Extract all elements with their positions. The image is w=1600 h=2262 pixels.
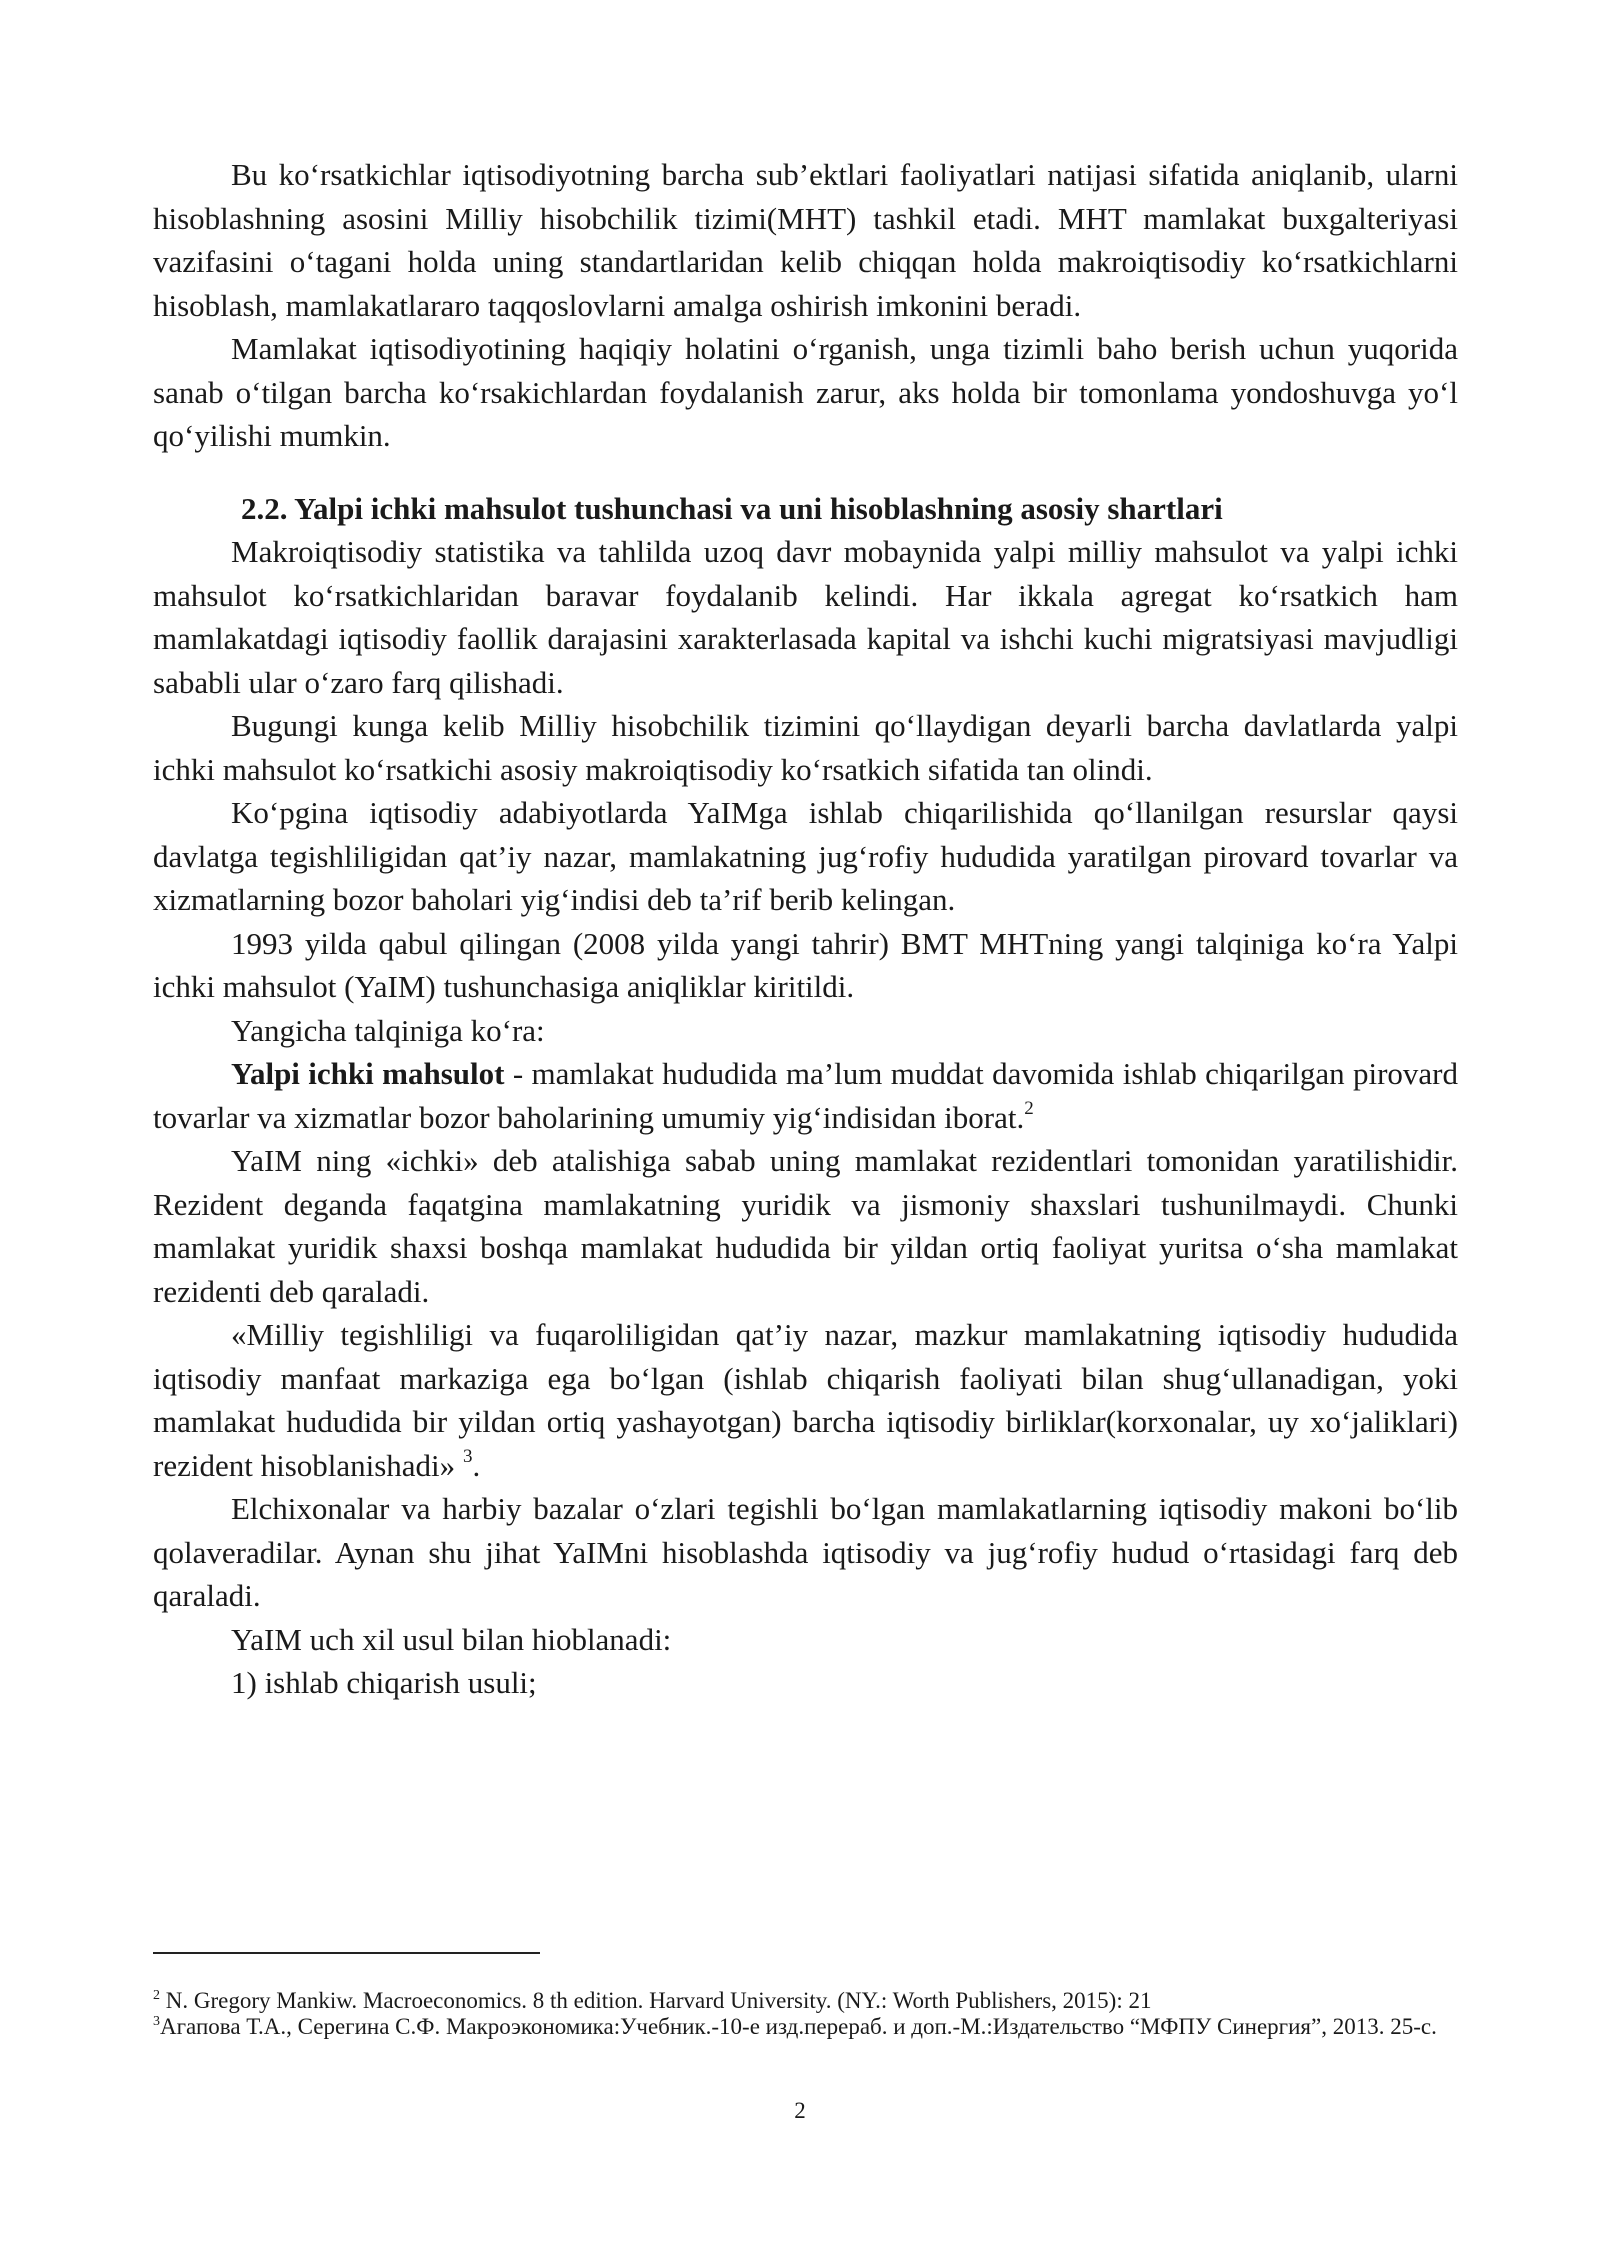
quote-text: «Milliy tegishliligi va fuqaroliligidan qat’iy nazar, mazkur mamlakatning iqtisodiy hududida iqtisodiy manfaat markaziga ega bo‘lgan (ishlab chiqarish faoliyati bilan shug‘ullanadigan, yoki mamlakat hududida bir yildan ortiq yashayotgan) barcha iqtisodiy birliklar(korxonalar, uy xo‘jaliklari) rezident hisoblanishadi» [153, 1317, 1458, 1483]
paragraph: YaIM ning «ichki» deb atalishiga sabab uning mamlakat rezidentlari tomonidan yaratilishidir. Rezident deganda faqatgina mamlakatning yuridik va jismoniy shaxslari tushunilmaydi. Chunki mamlakat yuridik shaxsi boshqa mamlakat hududida bir yildan ortiq faoliyat yuritsa o‘sha mamlakat rezidenti deb qaraladi. [153, 1143, 1458, 1309]
paragraph: Bugungi kunga kelib Milliy hisobchilik tizimini qo‘llaydigan deyarli barcha davlatlarda yalpi ichki mahsulot ko‘rsatkichi asosiy makroiqtisodiy ko‘rsatkich sifatida tan olindi. [153, 708, 1458, 787]
footnote-text: Агапова Т.А., Серегина С.Ф. Макроэкономика:Учебник.-10-е изд.перераб. и доп.-М.:Издательство “МФПУ Синергия”, 2013. 25-с. [160, 2014, 1437, 2039]
footnote [153, 2014, 1458, 2040]
footnotes [153, 1988, 1458, 2040]
definition-text: - mamlakat hududida ma’lum muddat davomida ishlab chiqarilgan pirovard tovarlar va xizmatlar bozor baholarining umumiy yig‘indisidan iborat. [153, 1056, 1458, 1135]
defined-term: Yalpi ichki mahsulot [231, 1056, 505, 1091]
paragraph: Bu ko‘rsatkichlar iqtisodiyotning barcha sub’ektlari faoliyatlari natijasi sifatida aniqlanib, ularni hisoblashning asosini Milliy hisobchilik tizimi(MHT) tashkil etadi. MHT mamlakat buxgalteriyasi vazifasini o‘tagani holda uning standartlaridan kelib chiqqan holda makroiqtisodiy ko‘rsatkichlarni hisoblash, mamlakatlararo taqqoslovlarni amalga oshirish imkonini beradi. [153, 157, 1458, 323]
paragraph: Makroiqtisodiy statistika va tahlilda uzoq davr mobaynida yalpi milliy mahsulot va yalpi ichki mahsulot ko‘rsatkichlaridan baravar foydalanib kelindi. Har ikkala agregat ko‘rsatkich ham mamlakatdagi iqtisodiy faollik darajasini xarakterlasada kapital va ishchi kuchi migratsiyasi mavjudligi sababli ular o‘zaro farq qilishadi. [153, 534, 1458, 700]
footnote-ref: 2 [1024, 1097, 1034, 1119]
body-text [153, 153, 1458, 1705]
footnote [153, 1988, 1458, 2014]
footnote-separator [153, 1952, 540, 1954]
page-number: 2 [794, 2098, 806, 2123]
footnote-text: N. Gregory Mankiw. Macroeconomics. 8 th edition. Harvard University. (NY.: Worth Publishers, 2015): 21 [160, 1988, 1152, 2013]
list-item: 1) ishlab chiqarish usuli; [231, 1665, 537, 1700]
footnote-ref: 3 [462, 1445, 473, 1467]
paragraph: Mamlakat iqtisodiyotining haqiqiy holatini o‘rganish, unga tizimli baho berish uchun yuqorida sanab o‘tilgan barcha ko‘rsakichlardan foydalanish zarur, aks holda bir tomonlama yondoshuvga yo‘l qo‘yilishi mumkin. [153, 331, 1458, 453]
paragraph: YaIM uch xil usul bilan hioblanadi: [231, 1621, 672, 1657]
section-heading: 2.2. Yalpi ichki mahsulot tushunchasi va uni hisoblashning asosiy shartlari [241, 490, 1223, 526]
footnote-number: 3 [153, 2014, 160, 2029]
definition-paragraph [153, 1052, 1458, 1139]
paragraph: Elchixonalar va harbiy bazalar o‘zlari tegishli bo‘lgan mamlakatlarning iqtisodiy makoni bo‘lib qolaveradilar. Aynan shu jihat YaIMni hisoblashda iqtisodiy va jug‘rofiy hudud o‘rtasidagi farq deb qaraladi. [153, 1491, 1458, 1613]
quote-end: . [472, 1447, 481, 1483]
paragraph: Ko‘pgina iqtisodiy adabiyotlarda YaIMga ishlab chiqarilishida qo‘llanilgan resurslar qaysi davlatga tegishliligidan qat’iy nazar, mamlakatning jug‘rofiy hududida yaratilgan pirovard tovarlar va xizmatlarning bozor baholari yig‘indisi deb ta’rif berib kelingan. [153, 795, 1458, 917]
quote-paragraph [153, 1313, 1458, 1487]
paragraph: Yangicha talqiniga ko‘ra: [231, 1012, 545, 1048]
footnote-number: 2 [153, 1988, 160, 2003]
paragraph: 1993 yilda qabul qilingan (2008 yilda yangi tahrir) BMT MHTning yangi talqiniga ko‘ra Yalpi ichki mahsulot (YaIM) tushunchasiga aniqliklar kiritildi. [153, 925, 1458, 1004]
